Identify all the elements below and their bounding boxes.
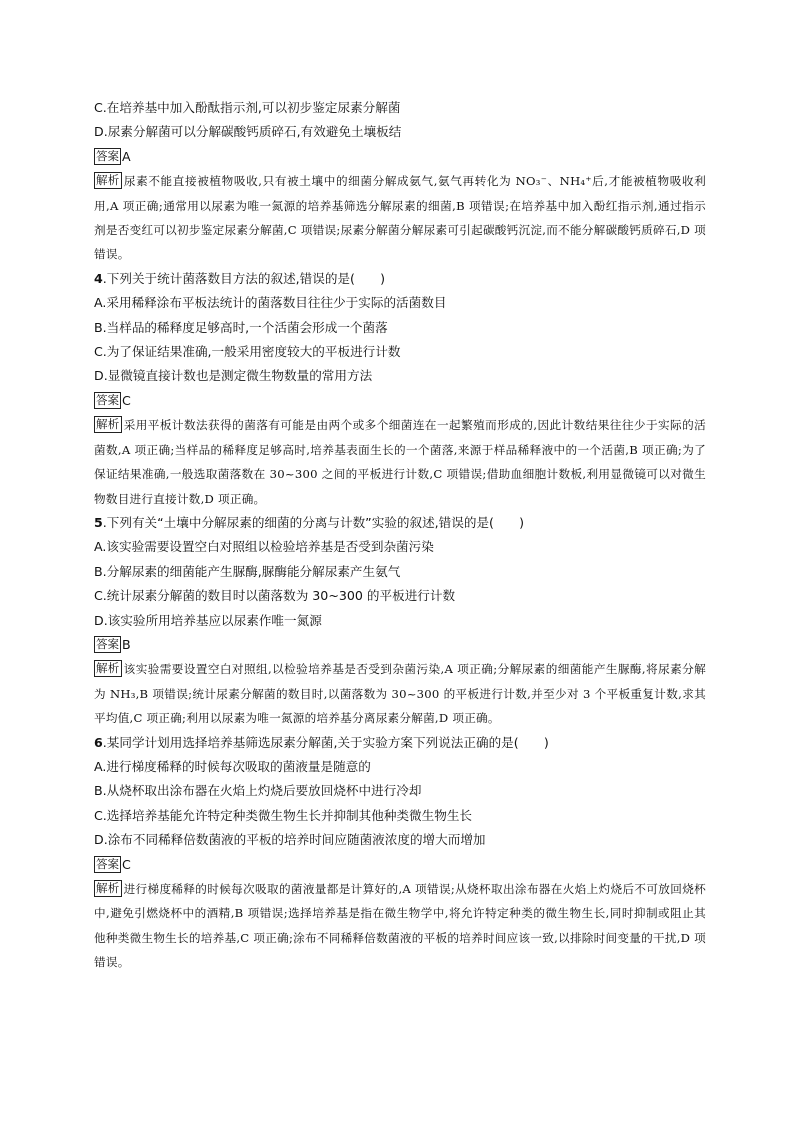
explanation-tag: 解析	[96, 417, 120, 432]
answer-value: B	[122, 636, 131, 652]
explanation-tag: 解析	[96, 173, 120, 188]
explanation-text: 该实验需要设置空白对照组,以检验培养基是否受到杂菌污染,A 项正确;分解尿素的细菌能产生脲酶,将尿素分解为 NH₃,B 项错误;统计尿素分解菌的数目时,以菌落数为 30~300 的平板进行计数,并至少对 3 个平板重复计数,求其平均值,C 项正确;利用以尿素为唯一氮源的培养基分离尿素分解菌,D 项正确。	[94, 662, 706, 726]
answer-value: A	[122, 148, 131, 164]
question-stem	[94, 511, 706, 535]
question-text: .下列关于统计菌落数目方法的叙述,错误的是( )	[102, 270, 386, 286]
option-d: D.涂布不同稀释倍数菌液的平板的培养时间应随菌液浓度的增大而增加	[94, 832, 486, 848]
option-c: C.选择培养基能允许特定种类微生物生长并抑制其他种类微生物生长	[94, 807, 473, 823]
explanation-text: 进行梯度稀释的时候每次吸取的菌液量都是计算好的,A 项错误;从烧杯取出涂布器在火焰上灼烧后不可放回烧杯中,避免引燃烧杯中的酒精,B 项错误;选择培养基是指在微生物学中,将允许特定种类的微生物生长,同时抑制或阻止其他种类微生物生长的培养基,C 项正确;涂布不同稀释倍数菌液的平板的培养时间应该一致,以排除时间变量的干扰,D 项错误。	[94, 882, 706, 970]
question-stem	[94, 731, 706, 755]
explanation	[94, 877, 706, 975]
option-b: B.从烧杯取出涂布器在火焰上灼烧后要放回烧杯中进行冷却	[94, 783, 422, 799]
question-3	[94, 96, 706, 267]
answer-tag: 答案	[96, 392, 119, 407]
answer-line	[94, 145, 706, 169]
question-number: 5	[94, 514, 103, 530]
option-c: C.在培养基中加入酚酞指示剂,可以初步鉴定尿素分解菌	[94, 100, 401, 115]
explanation-tag: 解析	[96, 661, 120, 676]
question-6	[94, 731, 706, 975]
option-d: D.显微镜直接计数也是测定微生物数量的常用方法	[94, 368, 373, 384]
question-stem	[94, 267, 706, 291]
option-a: A.采用稀释涂布平板法统计的菌落数目往往少于实际的活菌数目	[94, 295, 447, 311]
option-d: D.尿素分解菌可以分解碳酸钙质碎石,有效避免土壤板结	[94, 124, 402, 140]
option-b: B.分解尿素的细菌能产生脲酶,脲酶能分解尿素产生氨气	[94, 563, 401, 579]
question-4	[94, 267, 706, 511]
answer-tag: 答案	[96, 636, 119, 651]
explanation-tag: 解析	[96, 881, 120, 895]
question-number: 6	[94, 734, 103, 750]
answer-line	[94, 633, 706, 657]
answer-tag: 答案	[96, 148, 119, 163]
answer-value: C	[122, 392, 131, 408]
option-a: A.进行梯度稀释的时候每次吸取的菌液量是随意的	[94, 758, 371, 774]
explanation-text: 采用平板计数法获得的菌落有可能是由两个或多个细菌连在一起繁殖而形成的,因此计数结果往往少于实际的活菌数,A 项正确;当样品的稀释度足够高时,培养基表面生长的一个菌落,来源于样品稀释液中的一个活菌,B 项正确;为了保证结果准确,一般选取菌落数在 30~300 之间的平板进行计数,C 项错误;借助血细胞计数板,利用显微镜可以对微生物数目进行直接计数,D 项正确。	[94, 418, 706, 506]
answer-line	[94, 853, 706, 877]
option-a: A.该实验需要设置空白对照组以检验培养基是否受到杂菌污染	[94, 539, 434, 555]
explanation	[94, 169, 706, 267]
option-c: C.统计尿素分解菌的数目时以菌落数为 30~300 的平板进行计数	[94, 588, 456, 604]
option-c: C.为了保证结果准确,一般采用密度较大的平板进行计数	[94, 344, 401, 360]
answer-value: C	[122, 856, 131, 872]
answer-line	[94, 389, 706, 413]
question-text: .下列有关“土壤中分解尿素的细菌的分离与计数”实验的叙述,错误的是( )	[102, 514, 525, 530]
option-b: B.当样品的稀释度足够高时,一个活菌会形成一个菌落	[94, 319, 388, 335]
explanation-text: 尿素不能直接被植物吸收,只有被土壤中的细菌分解成氨气,氨气再转化为 NO₃⁻、NH₄⁺后,才能被植物吸收利用,A 项正确;通常用以尿素为唯一氮源的培养基筛选分解尿素的细菌,B 项错误;在培养基中加入酚红指示剂,通过指示剂是否变红可以初步鉴定尿素分解菌,C 项错误;尿素分解菌分解尿素可引起碳酸钙沉淀,而不能分解碳酸钙质碎石,D 项错误。	[94, 174, 706, 262]
question-text: .某同学计划用选择培养基筛选尿素分解菌,关于实验方案下列说法正确的是( )	[102, 734, 549, 750]
document-page	[94, 96, 706, 975]
explanation	[94, 657, 706, 730]
question-5	[94, 511, 706, 731]
explanation	[94, 413, 706, 511]
option-d: D.该实验所用培养基应以尿素作唯一氮源	[94, 612, 322, 628]
question-number: 4	[94, 270, 103, 286]
answer-tag: 答案	[96, 856, 119, 871]
